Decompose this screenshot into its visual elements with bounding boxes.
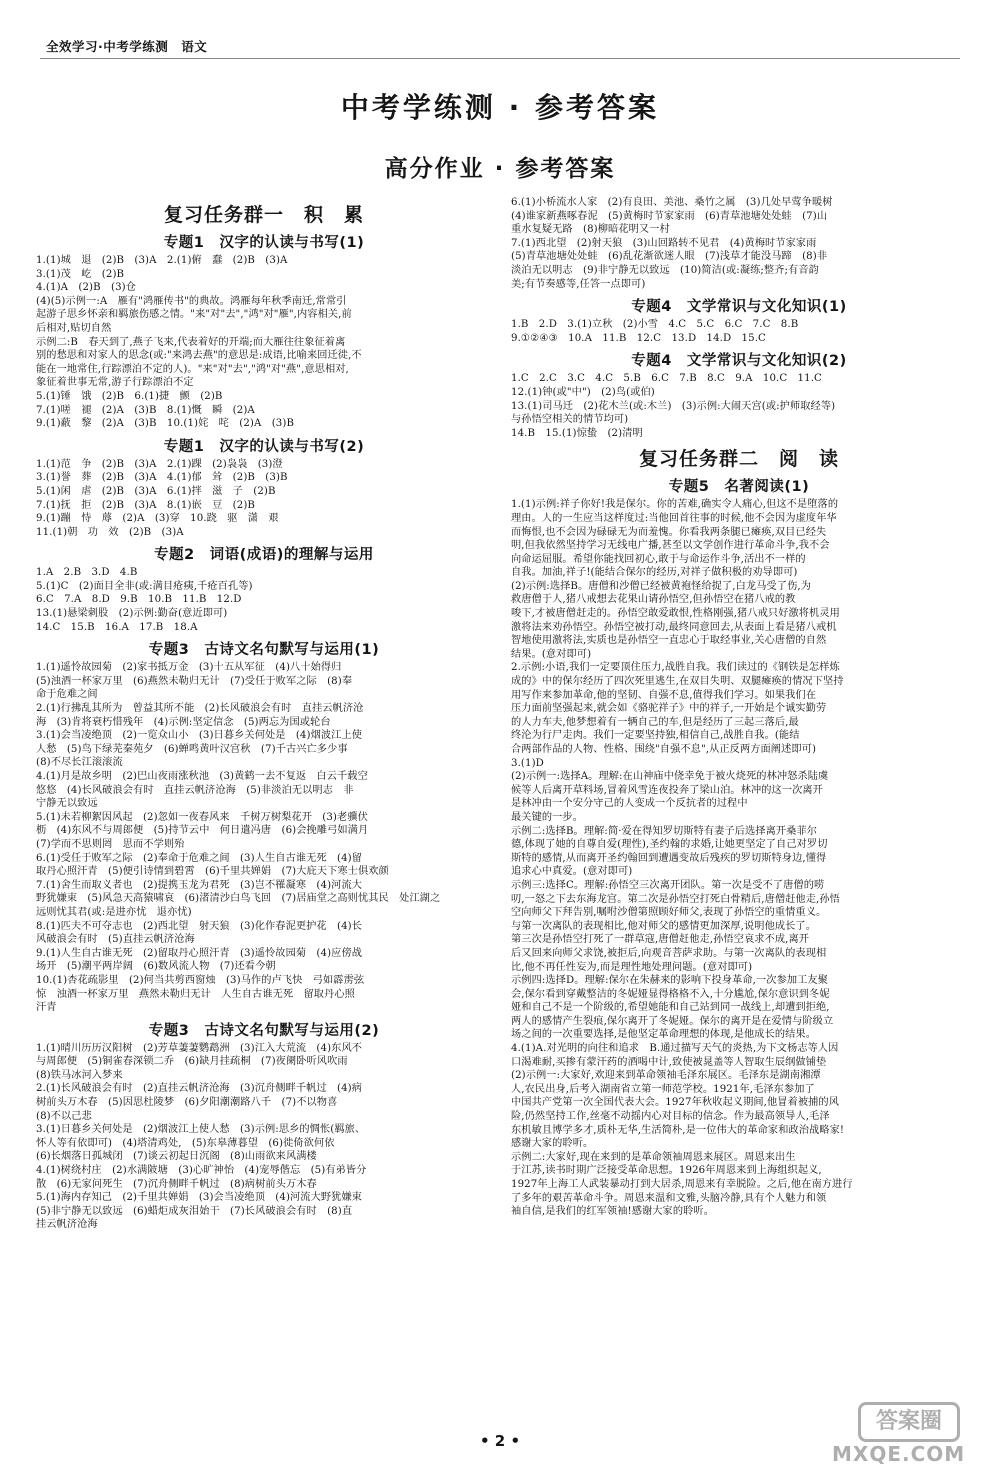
topic-heading: 专题1 汉字的认读与书写(2) (163, 438, 365, 455)
answer-line: 3.(1)日暮乡关何处是 (2)烟波江上使人愁 (3)示例:思乡的惆怅(羁旅、 (36, 1124, 366, 1136)
answer-line: 1.(1)遥怜故园菊 (2)家书抵万金 (3)十五从军征 (4)八十始得归 (36, 662, 342, 674)
answer-line: 1.(1)示例:祥子你好!我是保尔。你的苦难,确实令人痛心,但这不是堕落的 (511, 499, 839, 511)
answer-line: 9.①②④③ 10.A 11.B 12.C 13.D 14.D 15.C (511, 332, 766, 344)
answer-line: 与孙悟空相关的情节均可) (511, 414, 629, 426)
answer-line: 感谢大家的聆听。 (511, 1138, 594, 1150)
answer-line: 5.(1)海内存知己 (2)千里共婵娟 (3)会当凌绝顶 (4)河流大野犹嫌束 (36, 1192, 363, 1204)
answer-line: 两人的感情产生裂痕,保尔离开了冬妮娅。保尔的离开是在爱情与阶级立 (511, 1015, 834, 1027)
answer-line: 重水复疑无路 (8)柳暗花明又一村 (511, 224, 670, 236)
answer-line: 象征着世事无常,游子行踪漂泊不定 (36, 377, 194, 389)
answer-line: (6)长烟落日孤城闭 (7)谈云初起日沉阁 (8)山雨欲来风满楼 (36, 1151, 317, 1163)
answer-line: (7)学而不思则罔 思而不学则殆 (36, 838, 185, 850)
answer-line: (4)谁家新燕啄春泥 (5)黄梅时节家家雨 (6)青草池塘处处蛙 (7)山 (511, 210, 828, 222)
answer-line: 命于危难之间 (36, 689, 98, 701)
answer-line: 了多年的艰苦革命斗争。周恩来温和文雅,头脑冷静,具有个人魅力和领 (511, 1192, 827, 1204)
answer-line: 而悔恨,也不会因为碌碌无为而羞愧。你看我两条腿已瘫痪,双目已经失 (511, 526, 827, 538)
answer-line: 6.(1)小桥流水人家 (2)有良田、美池、桑竹之属 (3)几处早莺争暖树 (511, 197, 833, 208)
answer-line: 1.C 2.C 3.C 4.C 5.B 6.C 7.B 8.C 9.A 10.C 11.C (511, 373, 822, 385)
answer-line: 2.(1)长风破浪会有时 (2)直挂云帆济沧海 (3)沉舟侧畔千帆过 (4)病 (36, 1083, 363, 1095)
answer-line: 9.(1)蹦 恃 蓐 (2)A (3)穿 10.跷 驱 潇 艰 (36, 513, 279, 525)
answer-line: 示例三:选择C。理解:孙悟空三次离开团队。第一次是受不了唐僧的唠 (511, 879, 825, 891)
watermark-logo: 答案圈 (858, 1402, 960, 1442)
answer-line: 明,但我依然坚持学习无线电广播,甚至以文学创作进行革命斗争,我不会 (511, 540, 830, 552)
answer-line: 叨,一怒之下去东海龙宫。第二次是孙悟空打死白骨精后,唐僧赶他走,孙悟 (511, 893, 840, 905)
answer-line: (5)非宁静无以致远 (6)蜡炬成灰泪始干 (7)长风破浪会有时 (8)直 (36, 1205, 353, 1217)
answer-line: 1.B 2.D 3.(1)立秋 (2)小雪 4.C 5.C 6.C 7.C 8.B (511, 319, 799, 331)
answer-line: 4.(1)A (2)B (3)仓 (36, 282, 137, 294)
sub-title: 高分作业 · 参考答案 (384, 156, 616, 182)
main-title: 中考学练测 · 参考答案 (340, 91, 660, 124)
answer-line: 5.(1)C (2)面目全非(或:满目疮痍,千疮百孔等) (36, 580, 253, 592)
answer-line: 远则忧其君(或:是进亦忧 退亦忧) (36, 906, 192, 918)
answer-line: 的人力车夫,他梦想着有一辆自己的车,但是经历了三起三落后,最 (511, 716, 799, 728)
answer-line: 空向师父下拜告别,嘱咐沙僧第照顾好师父,表现了孙悟空的重情重义。 (511, 907, 827, 919)
answer-line: 2.示例:小语,我们一定要顶住压力,战胜自我。我们读过的《钢铁是怎样炼 (511, 662, 840, 674)
answer-line: 海 (3)肯将衰朽惜残年 (4)示例:坚定信念 (5)两忘为国或轮台 (36, 716, 331, 728)
topic-heading: 专题3 古诗文名句默写与运用(1) (148, 642, 380, 659)
answer-line: 2.(1)行拂乱其所为 曾益其所不能 (2)长风破浪会有时 直挂云帆济沧 (36, 703, 364, 715)
topic-heading: 专题3 古诗文名句默写与运用(2) (148, 1022, 380, 1039)
answer-line: 3.(1)会当凌绝顶 (2)一览众山小 (3)日暮乡关何处是 (4)烟波江上使 (36, 730, 363, 742)
answer-line: 散 (6)无家问死生 (7)沉舟侧畔千帆过 (8)病树前头万木春 (36, 1178, 317, 1190)
answer-line: 口渴难耐,买掺有蒙汗药的酒喝中计,致使被晁盖等人智取生辰纲做铺垫 (511, 1056, 827, 1068)
answer-line: 娅和自己不是一个阶级的,希望她能和自己站到同一战线上,却遭到拒绝, (511, 1002, 830, 1014)
answer-line: 13.(1)悬梁刺股 (2)示例:勤奋(意近即可) (36, 608, 228, 620)
answer-line: 惊 浊酒一杯家万里 燕然未勒归无计 人生自古谁无死 留取丹心照 (36, 988, 355, 1000)
answer-line: (4)(5)示例一:A 雁有"鸿雁传书"的典故。鸿雁每年秋季南迁,常常引 (36, 295, 347, 307)
answer-line: 11.(1)朝 功 效 (2)B (3)A (36, 526, 184, 538)
answer-line: 6.(1)受任于败军之际 (2)奉命于危难之间 (3)人生自古谁无死 (4)留 (36, 852, 363, 864)
answer-line: 8.(1)匹夫不可夺志也 (2)西北望 射天狼 (3)化作春泥更护花 (4)长 (36, 920, 363, 932)
topic-heading: 专题2 词语(成语)的理解与运用 (154, 547, 374, 564)
answer-line: 1.(1)晴川历历汉阳树 (2)芳草萋萋鹦鹉洲 (3)江入大荒流 (4)东风不 (36, 1042, 363, 1054)
answer-line: 9.(1)人生自古谁无死 (2)留取丹心照汗青 (3)遥怜故园菊 (4)应傍战 (36, 947, 363, 959)
answer-line: 13.(1)司马迁 (2)花木兰(或:木兰) (3)示例:大闹天宫(或:护师取经等) (511, 400, 836, 412)
page-number: • 2 • (479, 1432, 521, 1450)
answer-line: 别的愁思和对家人的思念(或:"来鸿去燕"的意思是:成语,比喻来回迁徙,不 (36, 350, 362, 362)
answer-line: 14.C 15.B 16.A 17.B 18.A (36, 621, 198, 633)
answer-line: 与第一次离队的表现相比,他对师父的感情更加深厚,说明他成长了。 (511, 920, 817, 932)
answer-line: 宁静无以致远 (36, 798, 98, 810)
answer-line: 枥 (4)东风不与周郎便 (5)持节云中 何日遣冯唐 (6)会挽雕弓如满月 (36, 825, 369, 837)
answer-line: 用写作来参加革命,他的坚韧、自强不息,值得我们学习。如果我们在 (511, 689, 817, 701)
topic-heading: 专题4 文学常识与文化知识(1) (631, 299, 847, 316)
answer-line: 1927年上海工人武装暴动打到大居杀,周恩来有幸脱险。之后,他在南方进行 (511, 1179, 853, 1190)
answer-line: 1.(1)范 争 (2)B (3)A 2.(1)踝 (2)袅袅 (3)澄 (36, 458, 283, 470)
topic-heading: 专题1 汉字的认读与书写(1) (163, 235, 365, 251)
answer-line: 1.A 2.B 3.D 4.B (36, 567, 138, 579)
answer-line: 7.(1)舍生而取义者也 (2)提携玉龙为君死 (3)岂不罹凝寒 (4)河流大 (36, 879, 363, 891)
answer-line: 场之间的一次重要选择,是他坚定革命理想的体现,是他成长的结果。 (511, 1029, 817, 1041)
answer-line: 6.C 7.A 8.D 9.B 10.B 11.B 12.D (36, 594, 242, 606)
header-divider (40, 58, 960, 59)
answer-line: 5.(1)闲 虐 (2)B (3)A 6.(1)拌 滋 子 (2)B (36, 485, 276, 497)
answer-line: 风破浪会有时 (5)直挂云帆济沧海 (36, 934, 195, 946)
answer-line: 汗青 (36, 1002, 57, 1014)
answer-line: 12.(1)钟(或"中") (2)鸟(或伯) (511, 386, 655, 398)
answer-line: 理由。人的一生应当这样度过:当他回首往事的时候,他不会因为虚度年华 (511, 512, 837, 524)
answer-line: 7.(1)嗟 褪 (2)A (3)B 8.(1)慨 瞬 (2)A (36, 404, 255, 416)
answer-line: 成的》中的保尔经历了四次死里逃生,在双目失明、双腿瘫痪的情况下坚持 (511, 676, 844, 688)
answer-line: (2)示例一:选择A。理解:在山神庙中侥幸免于被火烧死的林冲怒杀陆虞 (511, 771, 829, 783)
answer-line: 3.(1)D (511, 757, 544, 769)
answer-line: 野犹嫌束 (5)风急天高猿啸哀 (6)渚清沙白鸟飞回 (7)居庙堂之高则忧其民 处江湖之 (36, 893, 441, 905)
answer-line: 中国共产党第一次全国代表大会。1927年秋收起义期间,他冒着被捕的风 (511, 1097, 839, 1109)
answer-line: 7.(1)抚 拒 (2)B (3)A 8.(1)嵌 豆 (2)B (36, 499, 255, 511)
answer-line: 追求心中真爱。(意对即可) (511, 866, 633, 878)
answer-line: 袖自信,是我们的红军领袖!感谢大家的聆听。 (511, 1206, 714, 1218)
answer-line: 淡泊无以明志 (9)非宁静无以致远 (10)简洁(或:凝练;整齐;有音韵 (511, 264, 819, 276)
answer-line: 合两部作品的人物、性格、围绕"自强不息",从正反两方面阐述即可) (511, 744, 817, 755)
answer-line: 4.(1)树绕村庄 (2)水满陂塘 (3)心旷神怡 (4)宠辱偕忘 (5)有弟皆分 (36, 1165, 367, 1177)
answer-line: (8)铁马冰河入梦来 (36, 1069, 123, 1081)
answer-line: 3.(1)茂 屹 (2)B (36, 268, 125, 280)
answer-line: 险,仍然坚持工作,丝毫不动摇内心对目标的信念。作为最高领导人,毛泽 (511, 1111, 830, 1123)
answer-line: 后相对,贴切自然 (36, 322, 112, 334)
answer-line: 4.(1)A.对光明的向往和追求 B.通过描写天气的炎热,为下文杨志等人因 (511, 1043, 839, 1055)
answer-line: 激将法来劝孙悟空。孙悟空被打动,最终同意回去,从表面上看是猪八戒机 (511, 621, 837, 633)
answer-line: 取丹心照汗青 (5)便引诗情到碧霄 (6)千里共婵娟 (7)大庇天下寒士俱欢颜 (36, 866, 389, 878)
answer-line: 人愁 (5)鸟下绿芜秦苑夕 (6)蝉鸣黄叶汉宫秋 (7)千古兴亡多少事 (36, 743, 348, 755)
answer-line: 怀人等有依即可) (4)塔清鸡处, (5)东皋薄暮望 (6)徙倚欲何依 (36, 1137, 335, 1149)
answer-line: 与周郎便 (5)铜雀春深锁二乔 (6)缺月挂疏桐 (7)夜阑卧听风吹雨 (36, 1056, 348, 1068)
answer-line: 自我。加油,祥子!(能结合保尔的经历,对祥子做积极的劝导即可) (511, 567, 798, 579)
answer-line: 示例四:选择D。理解:保尔在朱赫来的影响下投身革命,一次参加工友聚 (511, 975, 829, 987)
answer-line: 斯特的感情,从而离开圣约翰回到遭遇变故后残疾的罗切斯特身边,懂得 (511, 852, 827, 864)
answer-line: 1.(1)城 退 (2)B (3)A 2.(1)俯 蠢 (2)B (3)A (36, 255, 288, 266)
answer-line: 5.(1)锤 饿 (2)B 6.(1)捷 颤 (2)B (36, 390, 223, 402)
topic-heading: 专题4 文学常识与文化知识(2) (631, 353, 847, 370)
answer-line: (8)不以己悲 (36, 1110, 92, 1122)
answer-line: 比,他不再任性妄为,而是理性地处理问题。(意对即可) (511, 961, 753, 973)
answer-line: 5.(1)未若柳絮因风起 (2)忽如一夜春风来 千树万树梨花开 (3)老骥伏 (36, 811, 368, 823)
section-heading: 复习任务群一 积 累 (163, 204, 364, 226)
answer-line: (2)示例:选择B。唐僧和沙僧已经被黄袍怪给捉了,白龙马受了伤,为 (511, 580, 811, 592)
section-heading: 复习任务群二 阅 读 (638, 448, 839, 471)
answer-line: 东机敏且博学多才,质朴无华,生活简朴,是一位伟大的革命家和政治战略家! (511, 1124, 845, 1136)
answer-line: 于江苏,读书时期广泛接受革命思想。1926年周恩来到上海组织起义, (511, 1165, 822, 1177)
running-header: 全效学习·中考学练测 语文 (46, 39, 208, 54)
answer-line: 9.(1)蔽 黎 (2)A (3)B 10.(1)姹 咤 (2)A (3)B (36, 418, 295, 430)
left-column (36, 196, 492, 1446)
answer-line: (2)示例一:大家好,欢迎来到革命领袖毛泽东展区。毛泽东是湖南湘潭 (511, 1070, 821, 1082)
answer-line: 示例二:大家好,现在来到的是革命领袖周恩来展区。周恩来出生 (511, 1151, 796, 1163)
answer-line: 唆下,才被唐僧赶走的。孙悟空敢爱敢恨,性格刚强,猪八戒只好激将机灵用 (511, 608, 840, 620)
right-column (511, 196, 967, 1446)
answer-line: (8)不尽长江滚滚流 (36, 757, 123, 769)
answer-line: 人,农民出身,后考入湖南省立第一师范学校。1921年,毛泽东参加了 (511, 1083, 815, 1095)
answer-line: 德,体现了她的自尊自爱(理性),圣约翰的求婚,让她更坚定了自己对罗切 (511, 839, 828, 851)
answer-line: 7.(1)西北望 (2)射天狼 (3)山回路转不见君 (4)黄梅时节家家雨 (511, 237, 817, 249)
answer-line: 示例二:选择B。理解:简·爱在得知罗切斯特有妻子后选择离开桑菲尔 (511, 825, 818, 837)
watermark-site: MXQE.COM (832, 1442, 966, 1466)
answer-line: (5)浊酒一杯家万里 (6)燕然未勒归无计 (7)受任于败军之际 (8)奉 (36, 675, 353, 687)
answer-line: 能在一地常住,行踪漂泊不定的人)。"来"对"去","鸿"对"燕",意思相对, (36, 363, 349, 375)
answer-line: 10.(1)杏花疏影里 (2)何当共剪西窗烛 (3)马作的卢飞快 弓如霹雳弦 (36, 974, 365, 986)
answer-line: 起游子思乡怀亲和羁旅伤感之情。"来"对"去","鸿"对"雁",内容相关,前 (36, 309, 352, 321)
answer-line: 示例二:B 春天到了,燕子飞来,代表着好的开端;而大雁往往象征着离 (36, 336, 346, 348)
answer-line: 结果。(意对即可) (511, 648, 592, 660)
answer-line: 美;有节奏感等,任答一点即可) (511, 278, 646, 290)
answer-line: 14.B 15.(1)惊蛰 (2)清明 (511, 427, 643, 439)
answer-line: 场开 (5)潮平两岸阔 (6)数风流人物 (7)还看今朝 (36, 961, 276, 973)
answer-line: 压力面前坚强起来,就会如《骆驼祥子》中的祥子,一开始是个诚实勤劳 (511, 703, 827, 715)
answer-line: (5)青草池塘处处蛙 (6)乱花渐欲迷人眼 (7)浅草才能没马蹄 (8)非 (511, 251, 828, 263)
answer-line: 最关键的一步。 (511, 811, 584, 823)
answer-line: 4.(1)月是故乡明 (2)巴山夜雨涨秋池 (3)黄鹤一去不复返 白云千载空 (36, 771, 368, 782)
answer-line: 挂云帆济沧海 (36, 1219, 98, 1231)
topic-heading: 专题5 名著阅读(1) (668, 479, 810, 496)
answer-line: 悠悠 (4)长风破浪会有时 直挂云帆济沧海 (5)非淡泊无以明志 非 (36, 784, 354, 796)
answer-line: 候等人后离开草料场,冒着风雪连夜投奔了梁山泊。林冲的这一次离开 (511, 784, 823, 796)
answer-line: 3.(1)誉 葬 (2)B (3)A 4.(1)郁 耸 (2)B (3)B (36, 472, 288, 484)
answer-line: 第三次是孙悟空打死了一群草寇,唐僧赶他走,孙悟空哀求不成,离开 (511, 934, 810, 946)
answer-line: 是林冲由一个安分守己的人变成一个反抗者的过程中 (511, 798, 748, 810)
answer-line: 救唐僧于人,猪八戒想去花果山请孙悟空,但孙悟空在猪八戒的教 (511, 594, 796, 606)
answer-line: 智地使用激将法,实质也是孙悟空一直忠心于取经事业,关心唐僧的自然 (511, 635, 827, 647)
answer-line: 向命运屈服。希望你能找回初心,敢于与命运作斗争,活出不一样的 (511, 553, 806, 565)
answer-line: 树前头万木春 (5)因思杜陵梦 (6)夕阳潮潮路八千 (7)不以物喜 (36, 1097, 338, 1109)
answer-line: 会,保尔看到穿戴整洁的冬妮娅显得格格不入,十分尴尬,保尔意识到冬妮 (511, 988, 830, 1000)
answer-line: 后又回来向师父求饶,被拒后,向观音菩萨求助。与第一次离队的表现相 (511, 947, 827, 959)
answer-line: 终沦为行尸走肉。我们一定要坚持独,相信自己,战胜自我。(能结 (511, 730, 800, 742)
